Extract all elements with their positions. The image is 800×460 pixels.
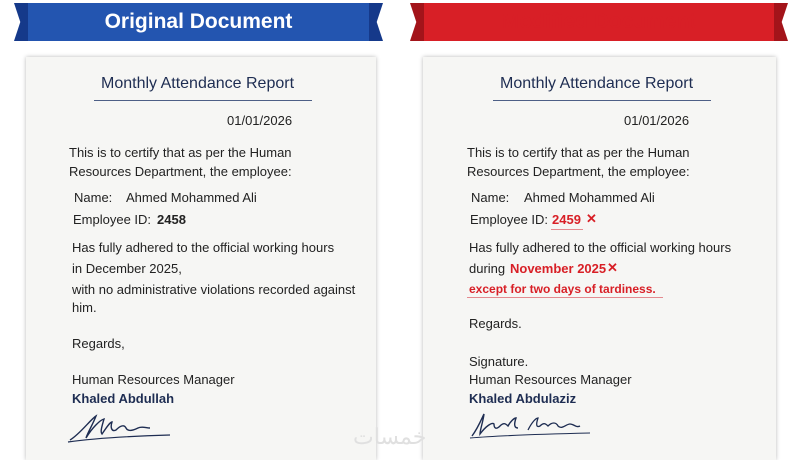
original-body-line3: with no administrative violations recorded against <box>72 282 356 297</box>
x-mark-icon: ✕ <box>607 260 618 275</box>
modified-body-line2-prefix: during <box>469 261 506 276</box>
modified-intro-line1: This is to certify that as per the Human <box>467 145 690 160</box>
original-body-line4: him. <box>72 300 97 315</box>
modified-id-label: Employee ID: <box>470 212 549 227</box>
original-body-line1: Has fully adhered to the official working hours <box>72 240 335 255</box>
original-name-label: Name: <box>74 190 113 205</box>
original-document-header: Original Document <box>26 3 371 41</box>
modified-month-changed: November 2025 <box>510 261 607 276</box>
modified-intro-line2: Resources Department, the employee: <box>467 164 690 179</box>
modified-title-underline <box>493 100 711 101</box>
modified-regards: Regards. <box>469 316 522 331</box>
original-manager-title: Human Resources Manager <box>72 372 235 387</box>
modified-signature-label: Signature. <box>469 354 529 369</box>
modified-tardiness-underline <box>467 297 663 298</box>
modified-date: 01/01/2026 <box>624 113 690 128</box>
modified-manager-title: Human Resources Manager <box>469 372 632 387</box>
modified-manager-name: Khaled Abdulaziz <box>469 391 577 406</box>
original-regards: Regards, <box>72 336 125 351</box>
modified-signature <box>466 408 596 444</box>
modified-id-value: 2459 <box>552 212 581 227</box>
modified-name-value: Ahmed Mohammed Ali <box>524 190 655 205</box>
original-body-line2: in December 2025, <box>72 261 182 276</box>
original-manager-name: Khaled Abdullah <box>72 391 175 406</box>
original-name-value: Ahmed Mohammed Ali <box>126 190 257 205</box>
original-title-underline <box>94 100 312 101</box>
modified-name-label: Name: <box>471 190 510 205</box>
modified-tardiness-changed: except for two days of tardiness. <box>469 282 656 296</box>
original-intro-line2: Resources Department, the employee: <box>69 164 292 179</box>
modified-document-header: Modified Document <box>422 3 776 41</box>
modified-title: Monthly Attendance Report <box>500 75 694 92</box>
original-date: 01/01/2026 <box>227 113 293 128</box>
modified-id-underline <box>551 229 583 230</box>
original-intro-line1: This is to certify that as per the Human <box>69 145 292 160</box>
original-id-label: Employee ID: <box>73 212 152 227</box>
original-id-value: 2458 <box>157 212 186 227</box>
original-title: Monthly Attendance Report <box>101 75 295 92</box>
watermark: خمسات <box>353 424 427 449</box>
x-mark-icon: ✕ <box>586 211 597 226</box>
original-signature <box>66 410 176 446</box>
modified-body-line1: Has fully adhered to the official working hours <box>469 240 732 255</box>
